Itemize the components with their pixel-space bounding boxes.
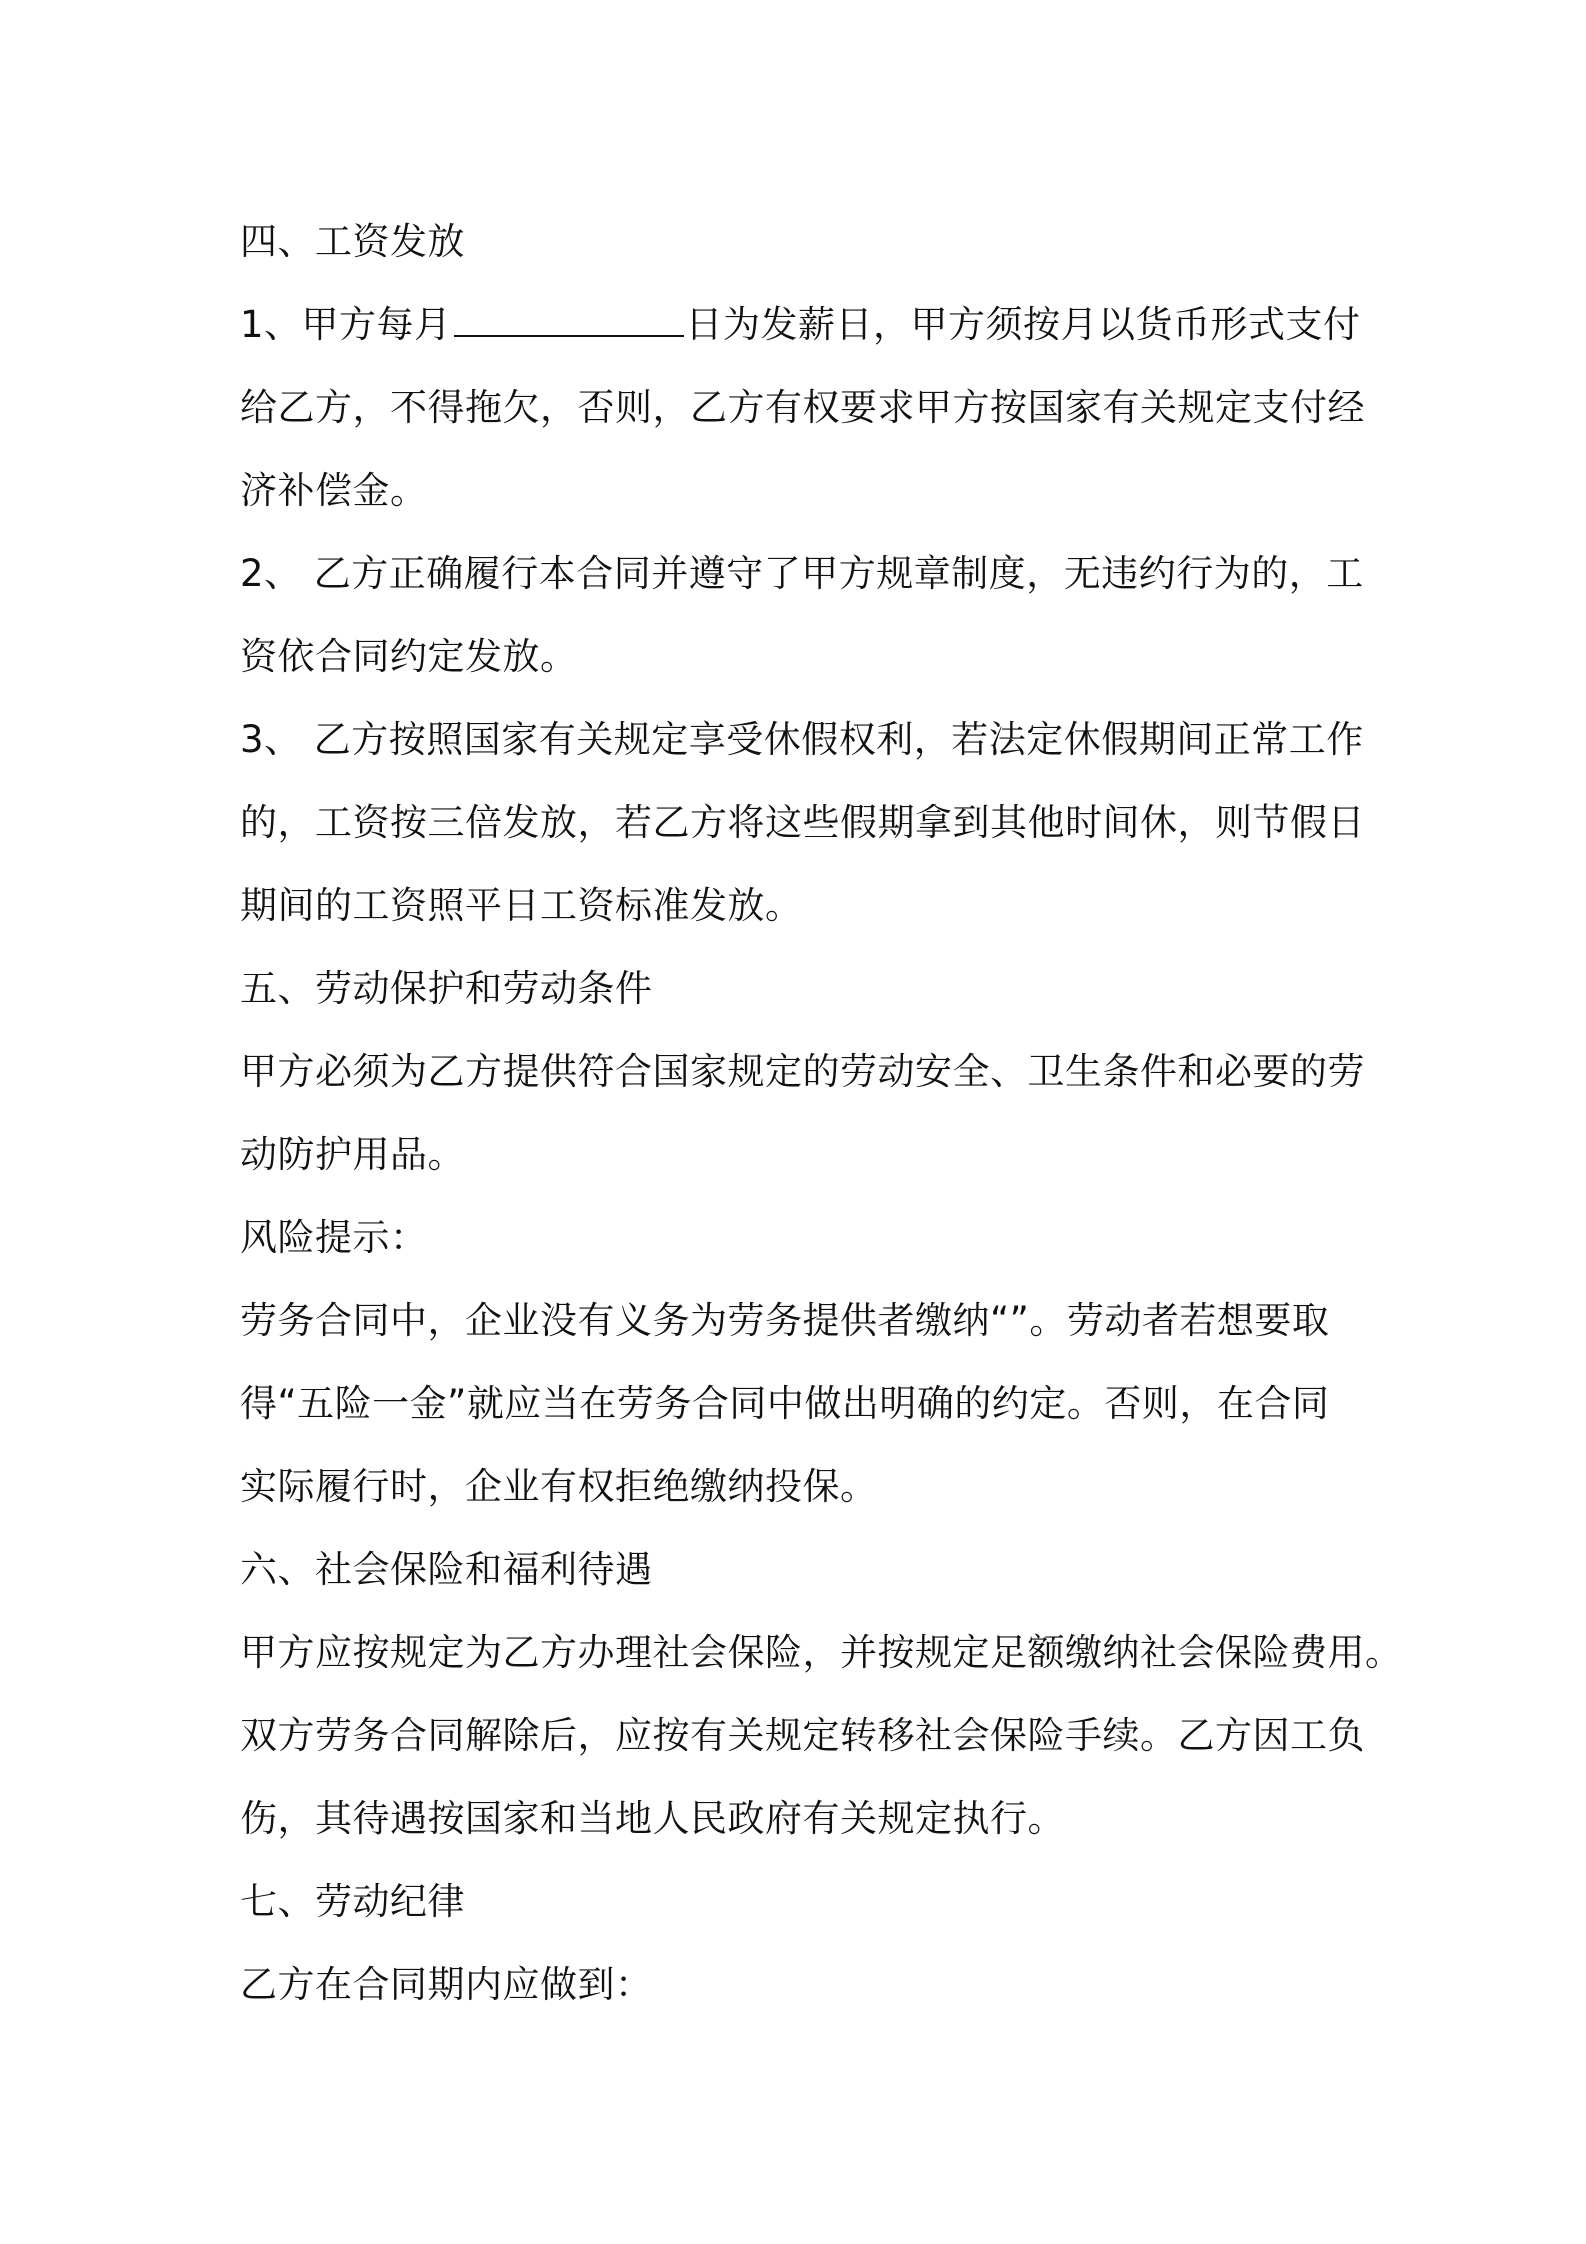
wage-clause-3-line-3: 期间的工资照平日工资标准发放。 [240, 884, 803, 927]
payday-blank-field [454, 305, 684, 337]
section-heading-wages: 四、工资发放 [240, 220, 465, 263]
wage-clause-1-suffix: 日为发薪日，甲方须按月以货币形式支付 [685, 303, 1361, 346]
document-body [240, 200, 1403, 2026]
wage-clause-2-line-1: 2、 乙方正确履行本合同并遵守了甲方规章制度，无违约行为的，工 [240, 552, 1364, 595]
wage-clause-1-line-3: 济补偿金。 [240, 469, 428, 512]
social-insurance-line-2: 双方劳务合同解除后，应按有关规定转移社会保险手续。乙方因工负 [240, 1714, 1365, 1757]
labor-protection-line-1: 甲方必须为乙方提供符合国家规定的劳动安全、卫生条件和必要的劳 [240, 1050, 1365, 1093]
labor-discipline-line-1: 乙方在合同期内应做到： [240, 1963, 653, 2006]
wage-clause-3-line-1: 3、 乙方按照国家有关规定享受休假权利，若法定休假期间正常工作 [240, 718, 1364, 761]
wage-clause-1-line-1 [240, 283, 1385, 366]
risk-notice-line-3: 实际履行时，企业有权拒绝缴纳投保。 [240, 1465, 878, 1508]
wage-clause-3-line-2: 的，工资按三倍发放，若乙方将这些假期拿到其他时间休，则节假日 [240, 801, 1365, 844]
social-insurance-line-1: 甲方应按规定为乙方办理社会保险，并按规定足额缴纳社会保险费用。 [240, 1631, 1403, 1674]
section-heading-labor-discipline: 七、劳动纪律 [240, 1880, 465, 1923]
risk-notice-line-1: 劳务合同中，企业没有义务为劳务提供者缴纳“”。劳动者若想要取 [240, 1299, 1330, 1342]
social-insurance-line-3: 伤，其待遇按国家和当地人民政府有关规定执行。 [240, 1797, 1065, 1840]
risk-notice-line-2: 得“五险一金”就应当在劳务合同中做出明确的约定。否则，在合同 [240, 1382, 1330, 1425]
wage-clause-1-prefix: 1、甲方每月 [240, 303, 452, 346]
risk-notice-heading: 风险提示： [240, 1216, 428, 1259]
section-heading-social-insurance: 六、社会保险和福利待遇 [240, 1548, 653, 1591]
wage-clause-1-line-2: 给乙方，不得拖欠，否则，乙方有权要求甲方按国家有关规定支付经 [240, 386, 1365, 429]
section-heading-labor-protection: 五、劳动保护和劳动条件 [240, 967, 653, 1010]
wage-clause-2-line-2: 资依合同约定发放。 [240, 635, 578, 678]
labor-protection-line-2: 动防护用品。 [240, 1133, 465, 1176]
